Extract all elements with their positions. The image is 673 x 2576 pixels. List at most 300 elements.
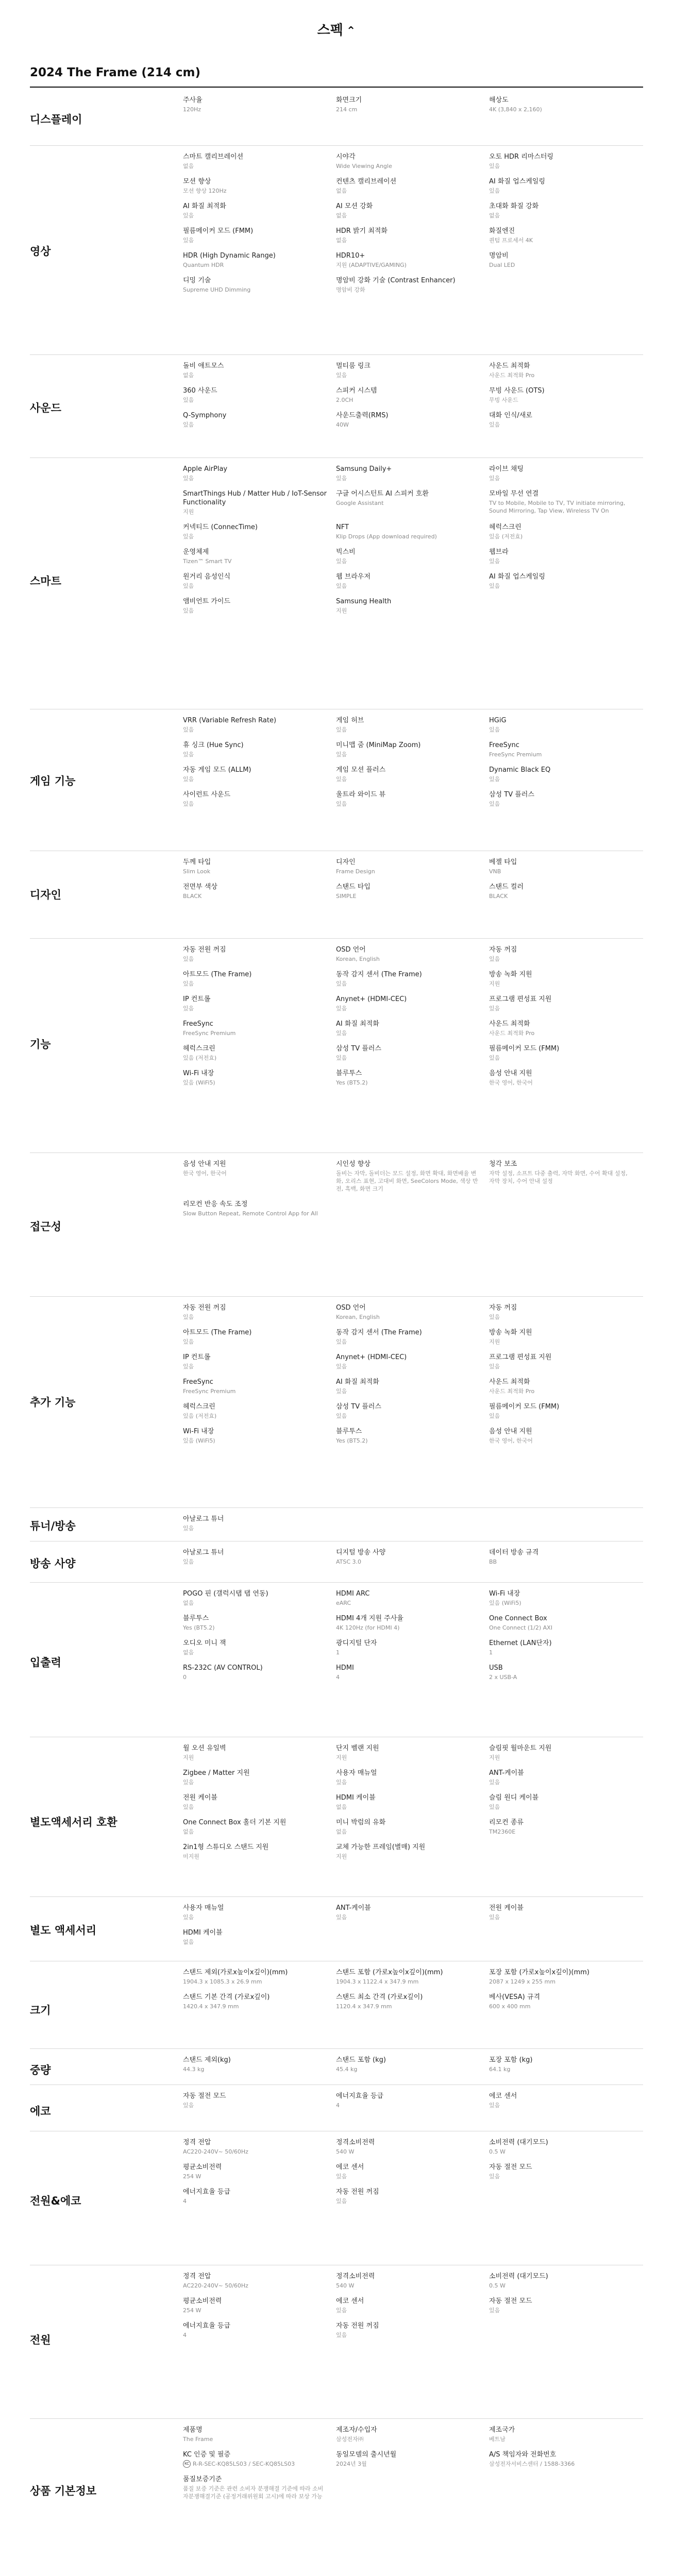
spec-item [183, 1639, 336, 1656]
spec-label: Zigbee / Matter 지원 [183, 1769, 250, 1777]
spec-label: 스탠드 포함 (kg) [336, 2056, 386, 2064]
spec-label: 화면크기 [336, 96, 362, 104]
spec-label: 베사(VESA) 규격 [489, 1993, 541, 2001]
spec-value: AC220-240V~ 50/60Hz [183, 2148, 248, 2155]
spec-item [183, 1904, 336, 1921]
spec-item [336, 995, 489, 1012]
spec-label: 방송 녹화 지원 [489, 1329, 532, 1336]
spec-item [183, 1818, 336, 1836]
spec-label: ANT-케이블 [489, 1769, 524, 1777]
spec-value: 없음 [183, 1828, 194, 1835]
spec-item [489, 1160, 642, 1193]
spec-label: HGiG [489, 717, 507, 724]
spec-value: 있음 [336, 980, 347, 987]
spec-value: 4K 120Hz (for HDMI 4) [336, 1624, 400, 1631]
spec-grid [183, 716, 642, 808]
spec-label: 스탠드 제외(가로x높이x깊이)(mm) [183, 1969, 288, 1976]
spec-label: 청각 보조 [489, 1160, 517, 1168]
section-title: 상품 기본정보 [30, 2485, 97, 2497]
spec-label: 자동 게임 모드 (ALLM) [183, 766, 251, 774]
spec-value: Yes (BT5.2) [336, 1437, 368, 1444]
spec-label: KC 인증 및 필증 [183, 2451, 231, 2459]
spec-value: 있음 [336, 1914, 347, 1921]
spec-value: 있음 [183, 475, 194, 482]
spec-value: 있음 (저전효) [183, 1413, 217, 1419]
spec-label: 프로그램 편성표 지원 [489, 995, 552, 1003]
spec-grid [183, 1515, 642, 1532]
spec-section [30, 2265, 643, 2419]
spec-label: 포장 포함 (kg) [489, 2056, 533, 2064]
spec-label: 자동 꺼짐 [489, 946, 517, 954]
spec-value: 있음 [183, 1779, 194, 1786]
spec-value: 있음 [489, 776, 500, 783]
spec-label: 화질엔진 [489, 227, 515, 235]
spec-label: 운영체제 [183, 548, 209, 556]
spec-label: IP 컨트롤 [183, 995, 211, 1003]
spec-section [30, 89, 643, 146]
spec-label: 블루투스 [183, 1615, 209, 1622]
spec-value: SIMPLE [336, 893, 357, 900]
spec-value: eARC [336, 1600, 351, 1606]
spec-value: 한국 영어, 한국어 [489, 1437, 533, 1444]
spec-value: 2.0CH [336, 397, 354, 403]
spec-item [336, 2450, 489, 2468]
spec-label: 멀티룸 링크 [336, 362, 371, 370]
spec-label: 커넥티드 (ConnecTime) [183, 523, 258, 531]
spec-label: 디자인 [336, 858, 356, 866]
spec-item [183, 1589, 336, 1607]
spec-item [489, 1378, 642, 1395]
section-title: 스마트 [30, 575, 61, 587]
spec-value: 있음 [336, 1055, 347, 1061]
spec-value: FreeSync Premium [183, 1388, 236, 1395]
spec-item [336, 1904, 489, 1921]
model-title-divider [30, 87, 643, 88]
spec-value: 있음 [336, 583, 347, 589]
spec-value: Korean, English [336, 956, 380, 962]
spec-label: 블루투스 [336, 1070, 362, 1077]
spec-label: HDR 밝기 최적화 [336, 227, 388, 235]
spec-value: 있음 [489, 2307, 500, 2314]
spec-label: AI 화질 최적화 [183, 202, 226, 210]
spec-item [336, 386, 489, 404]
spec-label: AI 화질 최적화 [336, 1378, 379, 1386]
spec-label: 앰비언트 가이드 [183, 598, 231, 605]
spec-value: 64.1 kg [489, 2066, 511, 2073]
spec-label: HDMI 케이블 [183, 1929, 223, 1937]
spec-grid [183, 2272, 642, 2339]
spec-label: 평균소비전력 [183, 2163, 222, 2171]
spec-value: 540 W [336, 2282, 355, 2289]
spec-value: 있음 (WiFi5) [489, 1600, 521, 1606]
spec-item [489, 858, 642, 875]
spec-label: HDMI [336, 1664, 354, 1672]
spec-item [183, 1303, 336, 1321]
spec-value: 지원 (ADAPTIVE/GAMING) [336, 262, 407, 268]
spec-value: 있음 [336, 1388, 347, 1395]
section-title: 크기 [30, 2004, 51, 2016]
spec-item [336, 970, 489, 988]
spec-label: FreeSync [183, 1020, 213, 1028]
spec-label: 슬림 원디 케이블 [489, 1794, 539, 1802]
spec-value: 없음 [183, 1649, 194, 1656]
spec-value: 600 x 400 mm [489, 2003, 531, 2010]
spec-label: USB [489, 1664, 503, 1672]
spec-label: 돌비 애트모스 [183, 362, 224, 370]
spec-item [489, 465, 642, 482]
spec-item [489, 177, 642, 195]
spec-label: 사운드 최적화 [489, 1020, 530, 1028]
spec-label: 동작 감지 센서 (The Frame) [336, 971, 422, 978]
spec-value: Slow Button Repeat, Remote Control App for All [183, 1210, 318, 1217]
spec-value: 있음 [489, 1804, 500, 1810]
spec-label: 스탠드 기본 간격 (가로x깊이) [183, 1993, 270, 2001]
spec-item [183, 1353, 336, 1370]
spec-item [336, 251, 489, 269]
spec-label: One Connect Box [489, 1615, 547, 1622]
spec-item [183, 1044, 336, 1062]
spec-label: 평균소비전력 [183, 2297, 222, 2305]
spec-label: 웹 브라우저 [336, 573, 371, 581]
spec-value: 있음 [183, 726, 194, 733]
spec-label: 무빙 사운드 (OTS) [489, 387, 545, 395]
spec-section [30, 1896, 643, 1961]
spec-value: 2 x USB-A [489, 1674, 517, 1681]
spec-value: 한국 영어, 한국어 [183, 1170, 227, 1177]
spec-item [336, 1614, 489, 1632]
spec-label: 헤럭스크린 [183, 1403, 215, 1411]
spec-value: 있음 (WiFi5) [183, 1079, 215, 1086]
spec-label: 컨텐츠 캘리브레이션 [336, 178, 397, 185]
spec-label: 사운드출력(RMS) [336, 412, 389, 419]
spec-item [336, 1427, 489, 1445]
spec-value: 45.4 kg [336, 2066, 358, 2073]
spec-item [183, 177, 336, 195]
spec-label: 스탠드 최소 간격 (가로x깊이) [336, 1993, 423, 2001]
spec-label: One Connect Box 홀더 기본 지원 [183, 1819, 287, 1826]
spec-value: 있음 [489, 1314, 500, 1320]
spec-label: ANT-케이블 [336, 1904, 371, 1912]
spec-value: 없음 [336, 188, 347, 194]
spec-label: 소비전력 (대기모드) [489, 2139, 548, 2146]
spec-value: 있음 [489, 1055, 500, 1061]
spec-value: 없음 [489, 212, 500, 219]
spec-label: 아날로그 튜너 [183, 1549, 224, 1556]
spec-item [336, 2138, 489, 2156]
spec-item [489, 2426, 642, 2443]
spec-value: 540 W [336, 2148, 355, 2155]
spec-item [183, 970, 336, 988]
spec-label: 2in1형 스튜디오 스탠드 지원 [183, 1843, 269, 1851]
spec-value: 있음 [489, 1914, 500, 1921]
spec-value: 없음 [336, 1828, 347, 1835]
spec-value: 있음 [489, 2102, 500, 2109]
spec-value: 1420.4 x 347.9 mm [183, 2003, 239, 2010]
spec-value: BLACK [183, 893, 202, 900]
spec-value: 지원 [489, 980, 500, 987]
spec-item [336, 572, 489, 590]
spec-value: 있음 [336, 558, 347, 565]
spec-item [489, 2138, 642, 2156]
spec-value: Dual LED [489, 262, 515, 268]
spec-item [489, 1904, 642, 1921]
spec-label: 두께 타입 [183, 858, 211, 866]
spec-item [183, 883, 336, 900]
spec-grid [183, 1589, 642, 1681]
spec-item [183, 1744, 336, 1761]
spec-label: 삼성 TV 플러스 [336, 1045, 381, 1053]
spec-value: 40W [336, 421, 349, 428]
spec-value: 120Hz [183, 106, 201, 113]
spec-item [336, 1353, 489, 1370]
spec-value: 있음 [183, 980, 194, 987]
spec-value: Google Assistant [336, 500, 384, 506]
spec-value: 254 W [183, 2173, 201, 2180]
spec-item [336, 362, 489, 379]
spec-item [336, 716, 489, 734]
spec-value: 없음 [183, 1600, 194, 1606]
spec-label: Apple AirPlay [183, 465, 228, 473]
spec-value: 있음 [183, 1804, 194, 1810]
spec-item [183, 2188, 336, 2205]
spec-item [489, 1614, 642, 1632]
spec-label: 음성 안내 지원 [489, 1070, 532, 1077]
spec-grid [183, 1548, 642, 1566]
spec-section [30, 851, 643, 939]
spec-value: 있음 [336, 776, 347, 783]
spec-value: 1904.3 x 1085.3 x 26.9 mm [183, 1978, 262, 1985]
spec-label: 에코 센서 [336, 2297, 364, 2305]
spec-value: 254 W [183, 2307, 201, 2314]
spec-value: 1120.4 x 347.9 mm [336, 2003, 392, 2010]
spec-label: NFT [336, 523, 349, 531]
spec-item [183, 1402, 336, 1420]
spec-value: 있음 [183, 237, 194, 244]
spec-label: Wi-Fi 내장 [183, 1070, 214, 1077]
spec-toggle-header[interactable] [0, 20, 673, 39]
spec-value: 명암비 강화 [336, 286, 365, 293]
spec-grid [183, 2138, 642, 2205]
spec-item [336, 1843, 489, 1860]
spec-label: A/S 책임자와 전화번호 [489, 2451, 557, 2459]
spec-label: 자동 전원 꺼짐 [183, 946, 226, 954]
spec-item [183, 1968, 336, 1986]
spec-item [336, 2297, 489, 2314]
spec-value: 있음 [183, 2102, 194, 2109]
spec-value: 있음 [336, 2307, 347, 2314]
spec-value: Tizen™ Smart TV [183, 558, 232, 565]
spec-value: 있음 [183, 1363, 194, 1370]
spec-value: Korean, English [336, 1314, 380, 1320]
spec-value: 있음 [489, 163, 500, 170]
spec-label: 미니맵 줌 (MiniMap Zoom) [336, 741, 421, 749]
spec-label: 주사율 [183, 96, 203, 104]
spec-value: Yes (BT5.2) [183, 1624, 215, 1631]
spec-item [336, 2056, 489, 2073]
section-title: 에코 [30, 2105, 51, 2117]
spec-value: 4 [336, 1674, 340, 1681]
section-title: 중량 [30, 2064, 51, 2076]
spec-item [336, 411, 489, 429]
spec-value: FreeSync Premium [489, 751, 542, 758]
spec-label: 스피커 시스템 [336, 387, 377, 395]
spec-item [183, 1427, 336, 1445]
spec-section [30, 2048, 643, 2085]
spec-value: 있음 [489, 726, 500, 733]
spec-item [183, 251, 336, 269]
spec-value: 있음 [336, 1779, 347, 1786]
spec-section [30, 2084, 643, 2131]
spec-label: Samsung Health [336, 598, 392, 605]
spec-item [336, 1639, 489, 1656]
spec-label: 필름메이커 모드 (FMM) [489, 1403, 560, 1411]
spec-value: 있음 [183, 397, 194, 403]
spec-value: 1904.3 x 1122.4 x 347.9 mm [336, 1978, 419, 1985]
spec-value: 있음 [183, 1338, 194, 1345]
spec-item [489, 970, 642, 988]
spec-value: 있음 (저전효) [183, 1055, 217, 1061]
spec-label: 사운드 최적화 [489, 1378, 530, 1386]
spec-item [183, 716, 336, 734]
spec-item [489, 1328, 642, 1346]
spec-value: Quantum HDR [183, 262, 224, 268]
section-title: 사운드 [30, 402, 61, 414]
spec-label: Wi-Fi 내장 [183, 1428, 214, 1435]
spec-section [30, 145, 643, 355]
spec-item [489, 2163, 642, 2180]
spec-value: 자막 설정, 소프트 다중 출력, 자막 화면, 수어 확대 설정, 자막 장치, 수어 안내 설정 [489, 1170, 628, 1184]
spec-item [336, 1818, 489, 1836]
spec-item [183, 790, 336, 808]
spec-grid [183, 945, 642, 1087]
spec-item [183, 227, 336, 244]
spec-label: 해상도 [489, 96, 509, 104]
spec-value: 4K (3,840 x 2,160) [489, 106, 542, 113]
spec-label: 음성 안내 지원 [183, 1160, 226, 1168]
spec-label: 블루투스 [336, 1428, 362, 1435]
spec-value: Frame Design [336, 868, 375, 875]
spec-value: 있음 [183, 1005, 194, 1012]
spec-item [183, 1200, 336, 1217]
spec-label: 자동 절전 모드 [489, 2163, 532, 2171]
spec-grid [183, 2092, 642, 2109]
spec-item [336, 1328, 489, 1346]
spec-item [183, 1843, 336, 1860]
spec-value: 있음 [336, 801, 347, 807]
spec-label: 베젤 타입 [489, 858, 517, 866]
spec-value: 있음 (WiFi5) [183, 1437, 215, 1444]
spec-label: AI 모션 강화 [336, 202, 373, 210]
spec-item [183, 2272, 336, 2290]
spec-label: 동일모델의 출시년월 [336, 2451, 397, 2459]
section-title: 입출력 [30, 1656, 61, 1669]
spec-grid [183, 1744, 642, 1860]
spec-value: Wide Viewing Angle [336, 163, 392, 170]
section-title: 게임 기능 [30, 775, 76, 787]
spec-label: 동작 감지 센서 (The Frame) [336, 1329, 422, 1336]
spec-value: 사운드 최적화 Pro [489, 372, 535, 379]
spec-label: 스탠드 컬러 [489, 883, 524, 891]
spec-label: 시인성 향상 [336, 1160, 371, 1168]
spec-value: 지원 [336, 607, 347, 614]
spec-item [183, 2092, 336, 2109]
spec-item [336, 2092, 489, 2109]
spec-item [183, 1069, 336, 1087]
spec-item [183, 1020, 336, 1037]
spec-item [489, 489, 642, 516]
spec-label: RS-232C (AV CONTROL) [183, 1664, 263, 1672]
spec-label: HDMI 4개 지원 주사율 [336, 1615, 403, 1622]
spec-label: HDR (High Dynamic Range) [183, 252, 276, 260]
spec-label: 포장 포함 (가로x높이x깊이)(mm) [489, 1969, 590, 1976]
spec-item [336, 2272, 489, 2290]
spec-label: VRR (Variable Refresh Rate) [183, 717, 277, 724]
spec-item [183, 1378, 336, 1395]
section-title: 접근성 [30, 1221, 61, 1233]
spec-label: AI 화질 최적화 [336, 1020, 379, 1028]
spec-value: 사운드 최적화 Pro [489, 1030, 535, 1037]
spec-value: 있음 [336, 1030, 347, 1037]
spec-item [336, 1793, 489, 1811]
spec-label: 삼성 TV 플러스 [336, 1403, 381, 1411]
spec-item [489, 1744, 642, 1761]
spec-label: 에너지효율 등급 [336, 2092, 384, 2100]
spec-item [183, 1328, 336, 1346]
spec-value: 지원 [336, 1754, 347, 1761]
spec-value: 있음 [489, 421, 500, 428]
spec-grid [183, 858, 642, 900]
spec-item [489, 548, 642, 565]
spec-grid [183, 465, 642, 615]
spec-value: 있음 [336, 372, 347, 379]
spec-value: 없음 [183, 372, 194, 379]
spec-label: 초대화 화질 강화 [489, 202, 539, 210]
spec-item [336, 465, 489, 482]
spec-value: 있음 [489, 2173, 500, 2180]
spec-label: OSD 언어 [336, 1304, 366, 1312]
spec-item [489, 945, 642, 963]
spec-value: R-R-SEC-KQ85LS03 / SEC-KQ85LS03 [193, 2461, 295, 2467]
spec-item [336, 177, 489, 195]
spec-item [336, 1020, 489, 1037]
spec-item [183, 1793, 336, 1811]
spec-value: Supreme UHD Dimming [183, 286, 251, 293]
spec-item [489, 883, 642, 900]
spec-section [30, 1582, 643, 1737]
spec-item [336, 766, 489, 783]
spec-value: 있음 [489, 475, 500, 482]
spec-value: 있음 [336, 726, 347, 733]
spec-label: 정격 전압 [183, 2139, 211, 2146]
spec-label: 사운드 최적화 [489, 362, 530, 370]
spec-value: 4 [183, 2198, 187, 2205]
spec-grid [183, 2426, 642, 2500]
spec-value: 있음 [489, 188, 500, 194]
spec-label: 리모컨 반응 속도 조정 [183, 1200, 248, 1208]
section-title: 추가 기능 [30, 1396, 76, 1409]
spec-item [183, 2297, 336, 2314]
section-title: 별도액세서리 호환 [30, 1816, 117, 1828]
spec-item [489, 202, 642, 219]
spec-item [183, 96, 336, 113]
spec-section [30, 2418, 643, 2576]
spec-label: 자동 전원 꺼짐 [336, 2188, 379, 2196]
spec-label: 아날로그 튜너 [183, 1515, 224, 1523]
spec-label: 오토 HDR 리마스터링 [489, 153, 553, 161]
section-title: 별도 액세서리 [30, 1924, 97, 1937]
spec-item [183, 1769, 336, 1786]
spec-item [336, 790, 489, 808]
